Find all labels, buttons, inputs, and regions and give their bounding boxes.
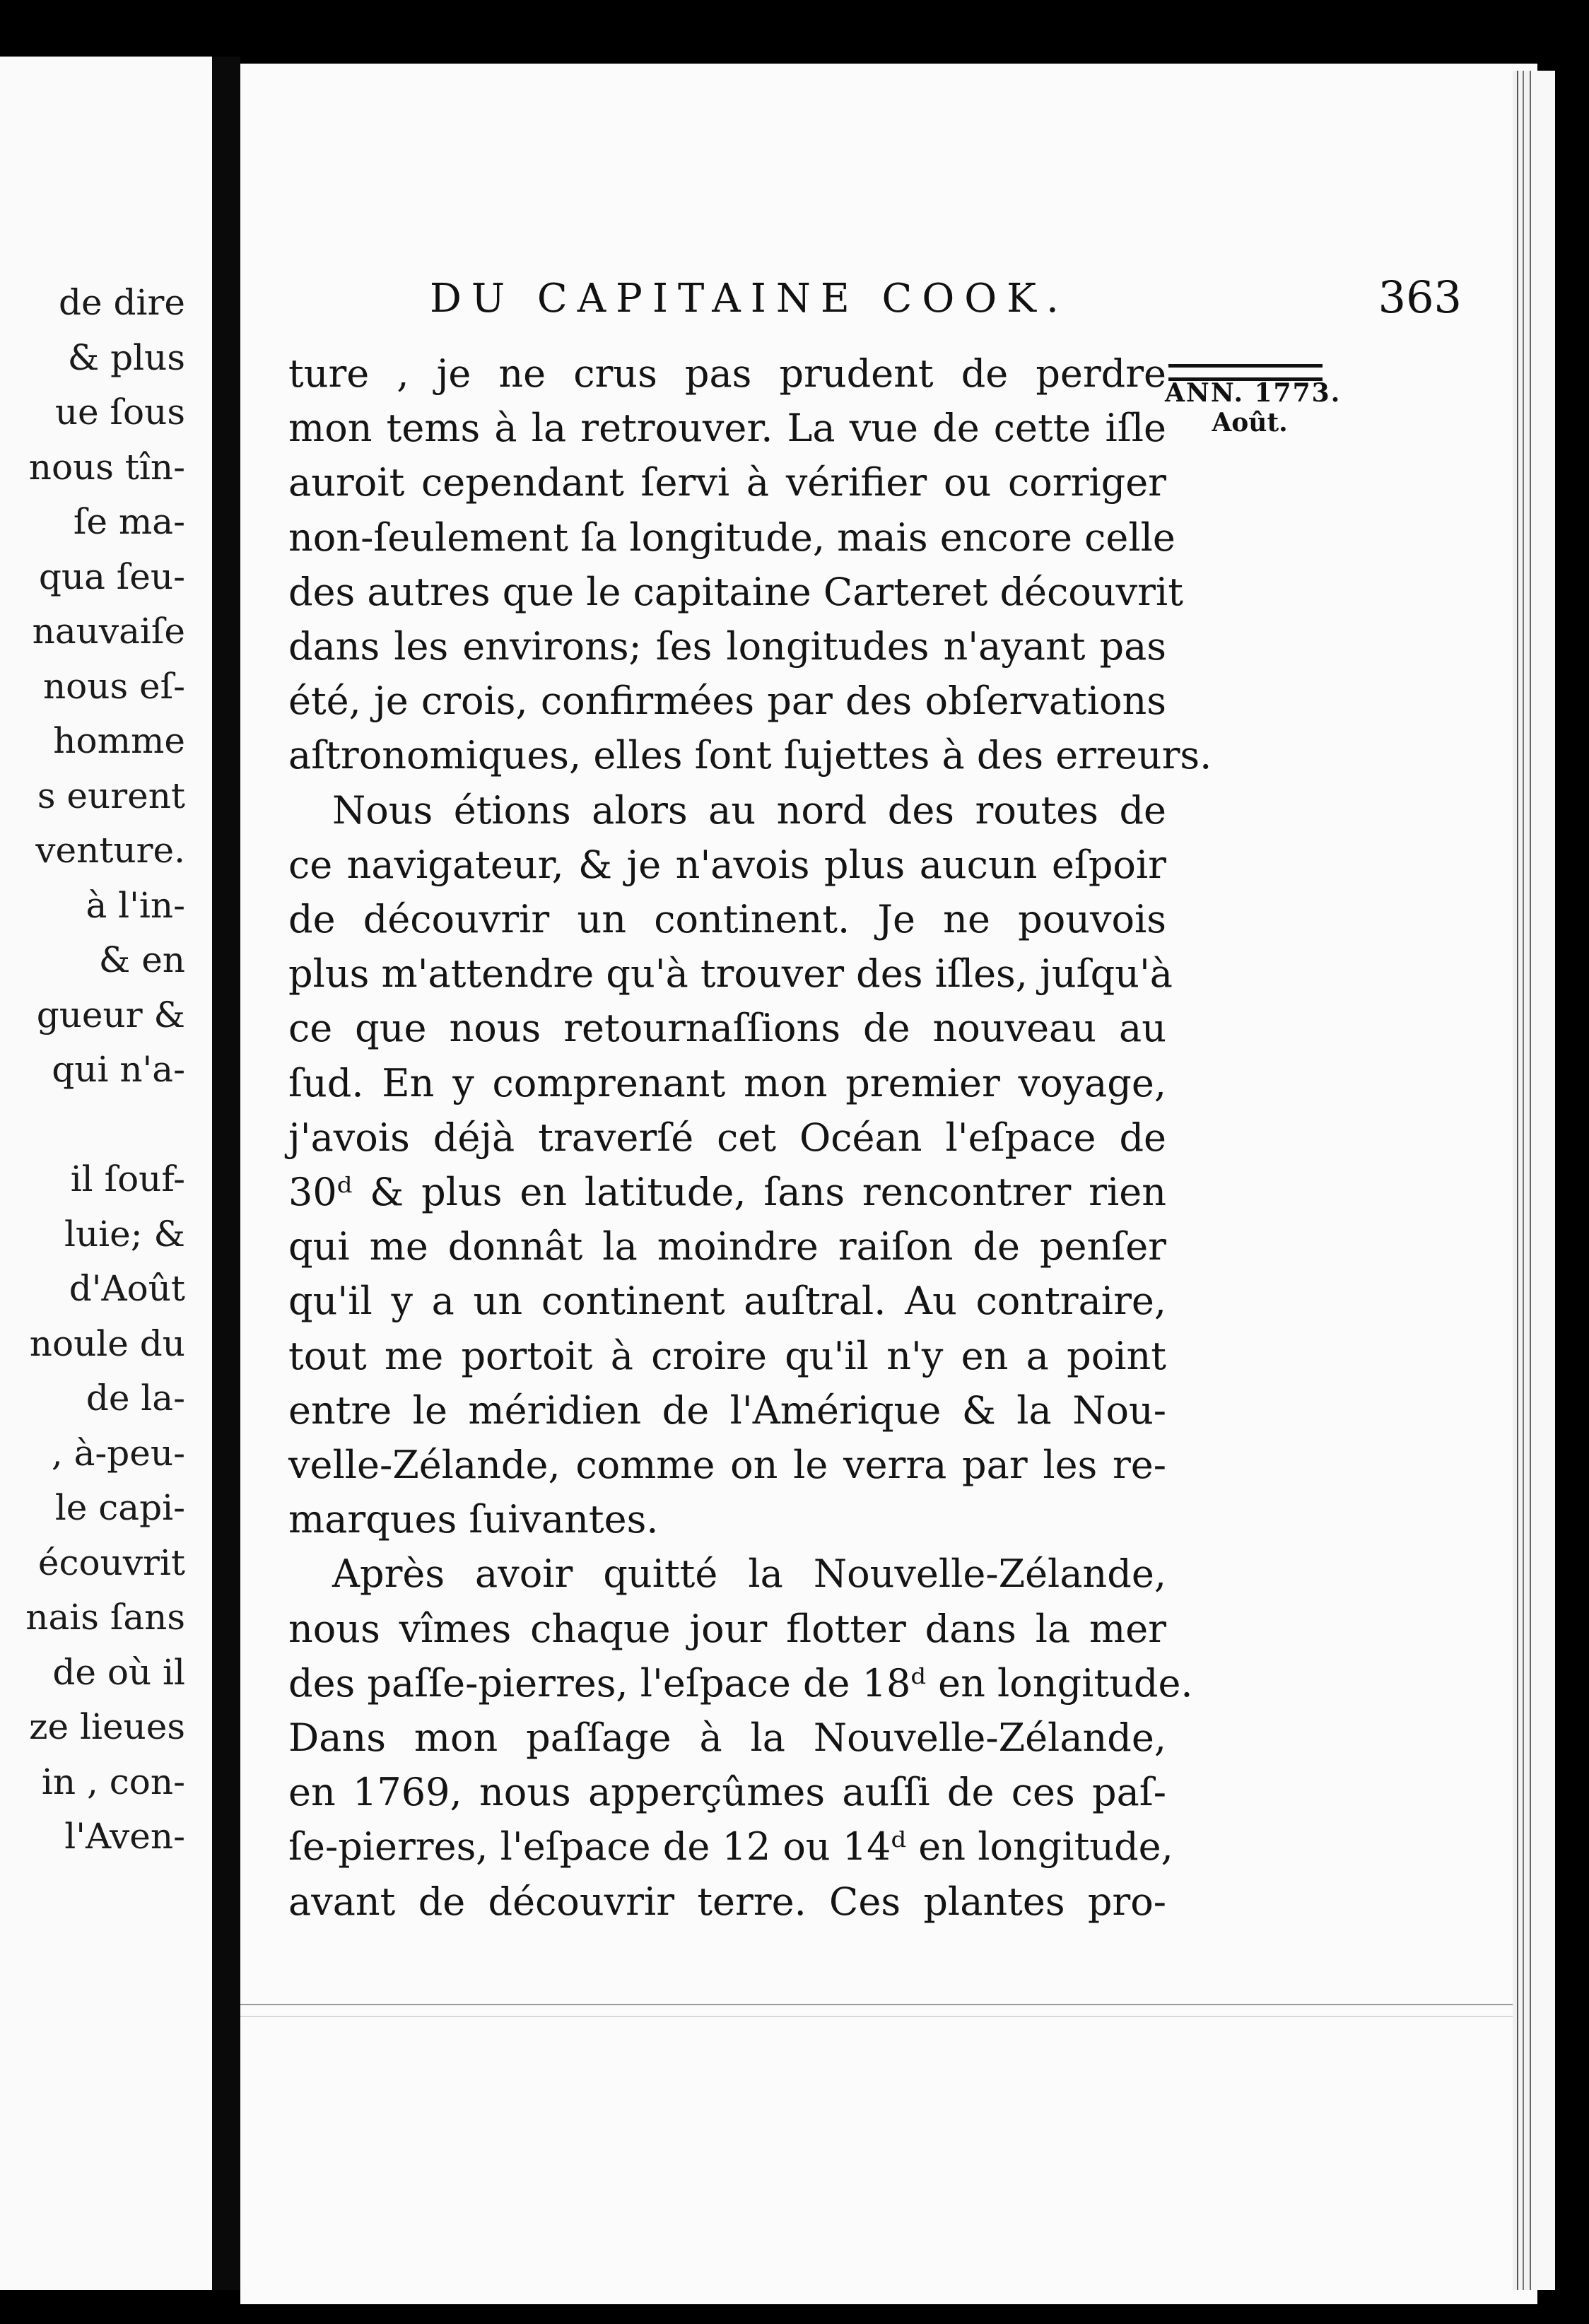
- text-line: Nous étions alors au nord des routes de: [332, 787, 1166, 833]
- text-line: été, je crois, confirmées par des obſervations: [288, 679, 1166, 724]
- bottom-rule-secondary: [240, 2016, 1537, 2017]
- left-page-line: nais ſans: [25, 1597, 185, 1638]
- text-line: mon tems à la retrouver. La vue de cette iſle: [288, 406, 1166, 451]
- left-page-line: nous eſ-: [42, 665, 185, 707]
- margin-note-year: ANN. 1773.: [1165, 378, 1342, 408]
- left-page-line: ze lieues: [29, 1706, 185, 1747]
- left-page-line: noule du: [29, 1322, 185, 1364]
- text-line: ce navigateur, & je n'avois plus aucun eſpoir: [288, 842, 1166, 887]
- text-line: ſud. En y comprenant mon premier voyage,: [288, 1060, 1166, 1105]
- text-line: 30ᵈ & plus en latitude, ſans rencontrer rien: [288, 1170, 1166, 1215]
- page-edges: [1513, 71, 1555, 2290]
- left-page-line: d'Août: [69, 1268, 185, 1309]
- text-line: nous vîmes chaque jour flotter dans la mer: [288, 1606, 1166, 1651]
- book-spine: [212, 57, 240, 2290]
- left-page-line: à l'in-: [86, 884, 185, 926]
- text-line: dans les environs; ſes longitudes n'ayant pas: [288, 624, 1166, 669]
- page-header: [430, 271, 1462, 332]
- text-line: tout me portoit à croire qu'il n'y en a point: [288, 1333, 1166, 1378]
- text-line: j'avois déjà traverſé cet Océan l'eſpace de: [288, 1115, 1166, 1160]
- text-line: auroit cependant ſervi à vérifier ou corriger: [288, 460, 1166, 505]
- text-line: ce que nous retournaſſions de nouveau au: [288, 1006, 1166, 1051]
- text-line: entre le méridien de l'Amérique & la Nou-: [288, 1387, 1166, 1433]
- margin-note-month: Août.: [1212, 408, 1288, 438]
- text-line: ture , je ne crus pas prudent de perdre: [288, 351, 1166, 396]
- text-line: Après avoir quitté la Nouvelle-Zélande,: [332, 1551, 1166, 1597]
- text-line: Dans mon paſſage à la Nouvelle-Zélande,: [288, 1715, 1166, 1761]
- left-page: [0, 57, 212, 2290]
- text-line: de découvrir un continent. Je ne pouvois: [288, 897, 1166, 942]
- left-page-line: écouvrit: [37, 1542, 185, 1583]
- left-page-line: s eurent: [37, 775, 185, 816]
- bottom-rule: [240, 2004, 1537, 2005]
- body-text: [288, 346, 1212, 1929]
- text-line: aſtronomiques, elles ſont ſujettes à des erreurs.: [288, 733, 1212, 778]
- text-line: plus m'attendre qu'à trouver des iſles, juſqu'à: [288, 951, 1173, 997]
- left-page-line: nous tîn-: [28, 446, 185, 488]
- left-page-line: qui n'a-: [52, 1049, 185, 1090]
- left-page-line: luie; &: [64, 1213, 185, 1255]
- running-title: DU CAPITAINE COOK.: [430, 276, 1069, 322]
- left-page-text: [0, 276, 185, 1865]
- left-page-line: & en: [98, 939, 185, 980]
- text-line: des paſſe-pierres, l'eſpace de 18ᵈ en longitude.: [288, 1660, 1193, 1706]
- text-line: en 1769, nous apperçûmes auſſi de ces paſ-: [288, 1770, 1166, 1815]
- left-page-line: nauvaiſe: [32, 611, 185, 652]
- left-page-line: gueur &: [36, 994, 185, 1035]
- margin-note: [1165, 378, 1342, 438]
- left-page-line: venture.: [35, 830, 185, 871]
- left-page-line: & plus: [67, 336, 185, 378]
- right-page: [240, 64, 1537, 2304]
- left-page-line: [0, 1098, 185, 1153]
- text-line: qui me donnât la moindre raiſon de penſer: [288, 1224, 1166, 1269]
- text-line: des autres que le capitaine Carteret découvrit: [288, 569, 1183, 614]
- left-page-line: in , con-: [41, 1761, 185, 1802]
- left-page-line: le capi-: [54, 1487, 185, 1528]
- text-line: avant de découvrir terre. Ces plantes pro-: [288, 1879, 1166, 1924]
- left-page-line: de la-: [86, 1378, 185, 1419]
- page-number: 363: [1378, 271, 1462, 323]
- left-page-line: , à-peu-: [51, 1432, 185, 1474]
- left-page-line: ſe ma-: [73, 501, 185, 542]
- text-line: ſe-pierres, l'eſpace de 12 ou 14ᵈ en longitude,: [288, 1824, 1173, 1870]
- left-page-line: il ſouf-: [70, 1158, 185, 1199]
- left-page-line: de où il: [52, 1651, 185, 1693]
- left-page-line: de dire: [59, 282, 185, 323]
- left-page-line: ue ſous: [54, 392, 185, 433]
- text-line: qu'il y a un continent auſtral. Au contraire,: [288, 1279, 1166, 1324]
- text-line: marques ſuivantes.: [288, 1497, 659, 1542]
- left-page-line: qua ſeu-: [38, 556, 185, 597]
- text-line: velle-Zélande, comme on le verra par les re-: [288, 1443, 1166, 1488]
- left-page-line: l'Aven-: [64, 1816, 185, 1857]
- left-page-line: homme: [53, 720, 185, 761]
- text-line: non-ſeulement ſa longitude, mais encore celle: [288, 515, 1175, 560]
